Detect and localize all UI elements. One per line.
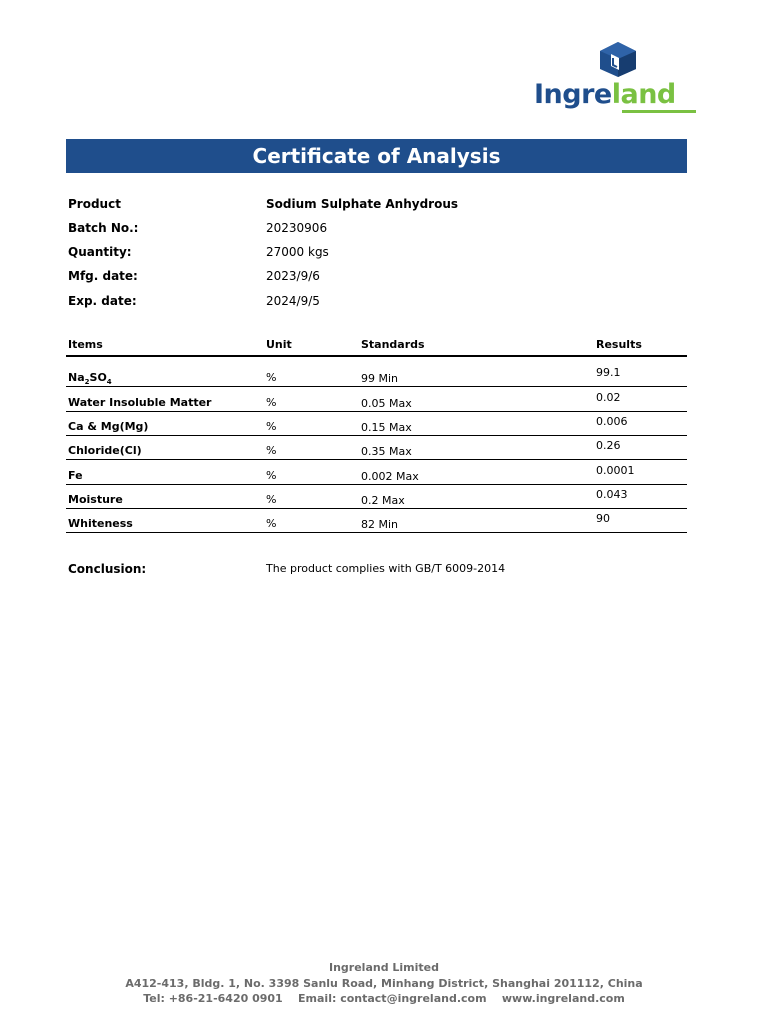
table-header-rule — [66, 355, 687, 357]
row-standard: 0.05 Max — [361, 397, 412, 410]
logo-wordmark: Ingreland — [534, 79, 676, 110]
row-unit: % — [266, 444, 277, 457]
row-result: 90 — [596, 512, 610, 525]
row-result: 0.0001 — [596, 464, 635, 477]
row-item: Chloride(Cl) — [68, 444, 142, 457]
info-label: Mfg. date: — [68, 269, 138, 283]
row-result: 0.26 — [596, 439, 621, 452]
row-unit: % — [266, 517, 277, 530]
info-value: 20230906 — [266, 221, 328, 235]
row-result: 0.043 — [596, 488, 628, 501]
row-result: 0.006 — [596, 415, 628, 428]
row-unit: % — [266, 396, 277, 409]
table-header-standards: Standards — [361, 338, 425, 351]
table-row — [66, 485, 687, 509]
table-row — [66, 436, 687, 460]
table-row — [66, 509, 687, 533]
conclusion-label: Conclusion: — [68, 562, 147, 576]
table-bottom-rule — [66, 532, 687, 533]
info-row-exp-date — [68, 291, 688, 311]
document-title: Certificate of Analysis — [66, 139, 687, 173]
row-divider — [66, 459, 687, 460]
info-value: 2023/9/6 — [266, 269, 320, 283]
row-standard: 0.15 Max — [361, 421, 412, 434]
row-standard: 82 Min — [361, 518, 399, 531]
row-item: $Na_2SO_4$ — [68, 371, 112, 387]
table-row — [66, 461, 687, 485]
info-value: 2024/9/5 — [266, 294, 320, 308]
row-standard: 0.2 Max — [361, 494, 405, 507]
table-row — [66, 363, 687, 387]
row-standard: 99 Min — [361, 372, 399, 385]
company-logo — [534, 40, 700, 116]
row-unit: % — [266, 493, 277, 506]
row-standard: 0.002 Max — [361, 470, 419, 483]
info-value: Sodium Sulphate Anhydrous — [266, 197, 459, 211]
row-result: 0.02 — [596, 391, 621, 404]
row-item: Moisture — [68, 493, 123, 506]
conclusion-text: The product complies with GB/T 6009-2014 — [266, 562, 506, 575]
row-divider — [66, 386, 687, 387]
cube-letter-l-icon — [596, 40, 640, 78]
info-label: Exp. date: — [68, 294, 137, 308]
table-row — [66, 388, 687, 412]
info-label: Product — [68, 197, 121, 211]
info-label: Quantity: — [68, 245, 132, 259]
info-row-product — [68, 194, 688, 214]
row-item: Whiteness — [68, 517, 133, 530]
row-result: 99.1 — [596, 366, 621, 379]
row-unit: % — [266, 420, 277, 433]
row-unit: % — [266, 469, 277, 482]
row-standard: 0.35 Max — [361, 445, 412, 458]
row-item: Water Insoluble Matter — [68, 396, 212, 409]
table-header-unit: Unit — [266, 338, 292, 351]
info-label: Batch No.: — [68, 221, 139, 235]
row-unit: % — [266, 371, 277, 384]
info-value: 27000 kgs — [266, 245, 329, 259]
footer-contact: Tel: +86-21-6420 0901 Email: contact@ingreland.com www.ingreland.com — [143, 992, 625, 1005]
info-row-batch — [68, 218, 688, 238]
table-header-items: Items — [68, 338, 103, 351]
row-item: Fe — [68, 469, 83, 482]
table-row — [66, 412, 687, 436]
info-row-quantity — [68, 242, 688, 262]
row-item: Ca & Mg(Mg) — [68, 420, 149, 433]
logo-underline — [622, 110, 696, 113]
info-row-mfg-date — [68, 266, 688, 286]
footer-company: Ingreland Limited — [328, 961, 440, 974]
footer-address: A412-413, Bldg. 1, No. 3398 Sanlu Road, Minhang District, Shanghai 201112, China — [125, 977, 643, 990]
table-header-results: Results — [596, 338, 642, 351]
